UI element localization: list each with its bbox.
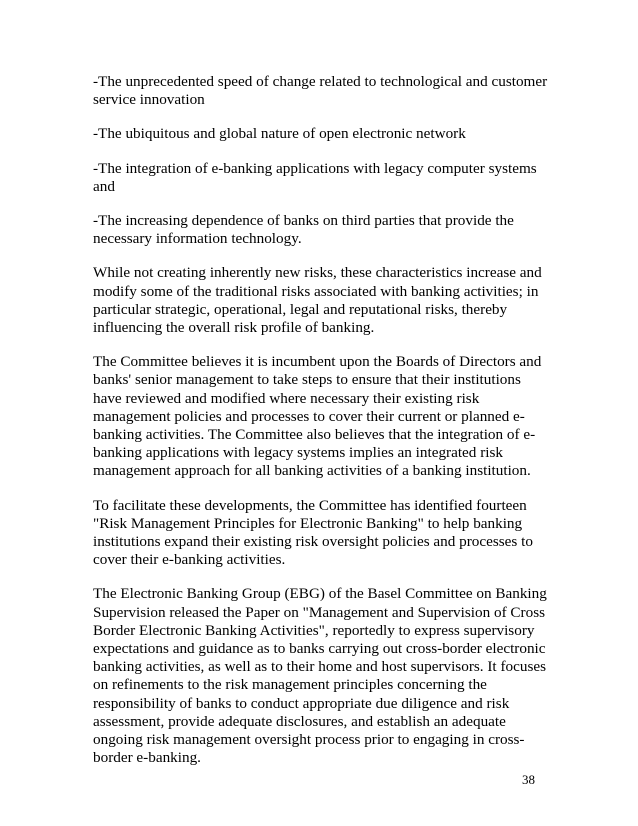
paragraph-fourteen-principles: To facilitate these developments, the Committee has identified fourteen "Risk Management Principles for Electronic Banking" to help banking institutions expand their existing risk oversight policies and processes to cover their e-banking activities. [93,496,533,569]
paragraph-third-party-dependence: -The increasing dependence of banks on third parties that provide the necessary information technology. [93,212,514,248]
paragraph-speed-of-change: -The unprecedented speed of change related to technological and customer service innovation [93,73,548,109]
paragraph-ebg-paper: The Electronic Banking Group (EBG) of the Basel Committee on Banking Supervision released the Paper on "Management and Supervision of Cross Border Electronic Banking Activities", reportedly to express supervisory expectations and guidance as to banks carrying out cross-border electronic banking activities, as well as to their home and host supervisors. It focuses on refinements to the risk management principles concerning the responsibility of banks to conduct appropriate due diligence and risk assessment, provide adequate disclosures, and establish an adequate ongoing risk management oversight process prior to engaging in cross-border e-banking. [93,585,547,767]
document-body [93,73,553,784]
paragraph-legacy-integration: -The integration of e-banking applications with legacy computer systems and [93,159,537,195]
paragraph-risk-characteristics: While not creating inherently new risks, these characteristics increase and modify some of the traditional risks associated with banking activities; in particular strategic, operational, legal and reputational risks, thereby influencing the overall risk profile of banking. [93,264,542,337]
page-number: 38 [522,772,535,787]
paragraph-open-network: -The ubiquitous and global nature of open electronic network [93,125,466,143]
paragraph-committee-beliefs: The Committee believes it is incumbent upon the Boards of Directors and banks' senior management to take steps to ensure that their institutions have reviewed and modified where necessary their existing risk management policies and processes to cover their current or planned e-banking activities. The Committee also believes that the integration of e-banking applications with legacy systems implies an integrated risk management approach for all banking activities of a banking institution. [93,353,542,480]
